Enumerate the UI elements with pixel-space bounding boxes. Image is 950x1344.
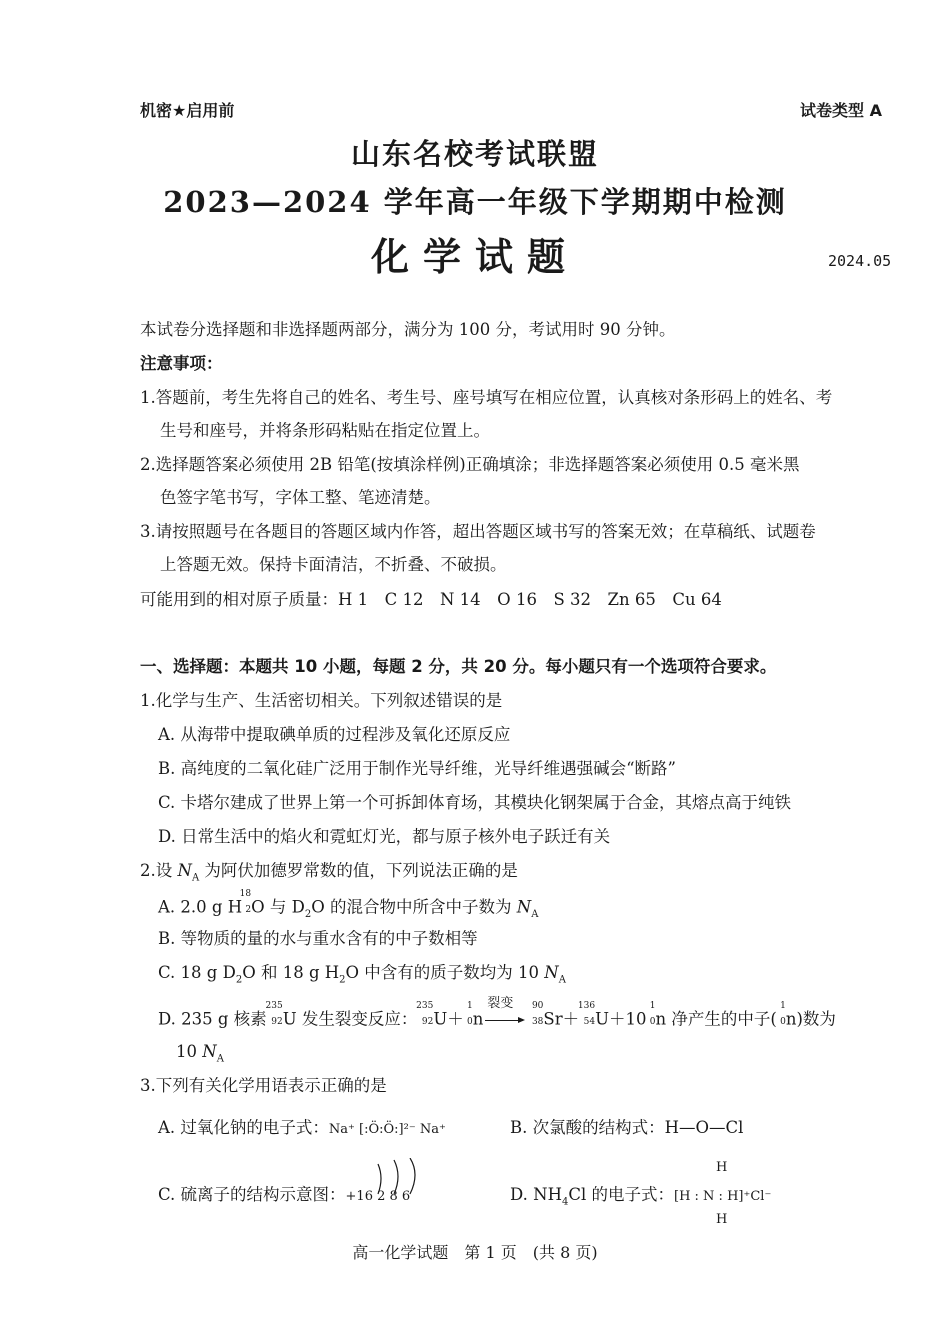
note-line: 色签字笔书写，字体工整、笔迹清楚。 xyxy=(160,488,441,507)
question-1-option-b: B. 高纯度的二氧化硅广泛用于制作光导纤维，光导纤维遇强碱会“断路” xyxy=(158,759,676,778)
question-2-option-d-cont: 10 $N_A$ xyxy=(176,1042,224,1065)
question-3-option-c: C. 硫离子的结构示意图：+16 2 8 6 xyxy=(158,1185,411,1204)
confidential-label: 机密★启用前 xyxy=(140,101,235,120)
exam-session-title: 2023—2024 学年高一年级下学期期中检测 xyxy=(163,185,787,219)
question-2-option-c: C. 18 g $D_2O$ 和 18 g $H_2O$ 中含有的质子数均为 10 $N_A$ xyxy=(158,963,566,986)
question-2-option-b: B. 等物质的量的水与重水含有的中子数相等 xyxy=(158,929,478,948)
subject-title: 化学试题 xyxy=(370,234,579,279)
question-3-stem: 3.下列有关化学用语表示正确的是 xyxy=(140,1076,387,1095)
question-1-option-c: C. 卡塔尔建成了世界上第一个可拆卸体育场，其模块化钢架属于合金，其熔点高于纯铁 xyxy=(158,793,792,812)
note-line: 3.请按照题号在各题目的答题区域内作答，超出答题区域书写的答案无效；在草稿纸、试题卷 xyxy=(140,522,816,541)
question-1-stem: 1.化学与生产、生活密切相关。下列叙述错误的是 xyxy=(140,691,503,710)
question-3-option-b: B. 次氯酸的结构式：H—O—Cl xyxy=(510,1118,744,1137)
notes-title: 注意事项： xyxy=(140,354,223,373)
sulfide-structure-diagram: +16 2 8 6 xyxy=(345,1189,411,1204)
note-line: 生号和座号，并将条形码粘贴在指定位置上。 xyxy=(160,421,490,440)
question-2-option-d: D. 235 g 核素 235 92 U 发生裂变反应： 235 92 U＋ 1 0 n 裂变 90 38 Sr＋ 136 54 U＋10 1 0 n 净产生的中子( 1 0 n)数为 xyxy=(158,995,836,1029)
section-heading: 一、选择题：本题共 10 小题，每题 2 分，共 20 分。每小题只有一个选项符合要求。 xyxy=(140,657,777,676)
paper-type-label: 试卷类型 A xyxy=(800,101,882,120)
nh4-top-h: H xyxy=(716,1160,728,1175)
question-1-option-d: D. 日常生活中的焰火和霓虹灯光，都与原子核外电子跃迁有关 xyxy=(158,827,611,846)
question-3-option-d: D. $NH_4Cl$ 的电子式：[H : N : H]⁺Cl⁻ xyxy=(510,1185,772,1208)
fission-arrow: 裂变 xyxy=(485,1010,525,1030)
note-line: 1.答题前，考生先将自己的姓名、考生号、座号填写在相应位置，认真核对条形码上的姓名、考 xyxy=(140,388,833,407)
question-3-option-a: A. 过氧化钠的电子式：Na⁺ [:Ö:Ö:]²⁻ Na⁺ xyxy=(158,1118,446,1137)
electron-shell-arcs xyxy=(370,1158,440,1198)
note-line: 2.选择题答案必须使用 2B 铅笔(按填涂样例)正确填涂；非选择题答案必须使用 0.5 毫米黑 xyxy=(140,455,800,474)
nh4-bottom-h: H xyxy=(716,1212,728,1227)
intro-text: 本试卷分选择题和非选择题两部分，满分为 100 分，考试用时 90 分钟。 xyxy=(140,320,676,339)
note-line: 上答题无效。保持卡面清洁，不折叠、不破损。 xyxy=(160,555,507,574)
question-1-option-a: A. 从海带中提取碘单质的过程涉及氧化还原反应 xyxy=(158,725,511,744)
atomic-masses: 可能用到的相对原子质量：H 1 C 12 N 14 O 16 S 32 Zn 65 Cu 64 xyxy=(140,590,722,609)
page-footer: 高一化学试题 第 1 页 (共 8 页) xyxy=(352,1243,598,1262)
question-2-stem: 2.设 $N_A$ 为阿伏加德罗常数的值，下列说法正确的是 xyxy=(140,861,518,884)
exam-date: 2024.05 xyxy=(828,252,892,270)
exam-union-title: 山东名校考试联盟 xyxy=(350,137,599,171)
sodium-peroxide-formula: Na⁺ [:Ö:Ö:]²⁻ Na⁺ xyxy=(328,1122,446,1137)
ammonium-chloride-formula: [H : N : H]⁺Cl⁻ xyxy=(674,1189,772,1204)
question-2-option-a: A. 2.0 g H 18 2 O 与 $D_2O$ 的混合物中所含中子数为 $N_A$ xyxy=(158,889,539,920)
